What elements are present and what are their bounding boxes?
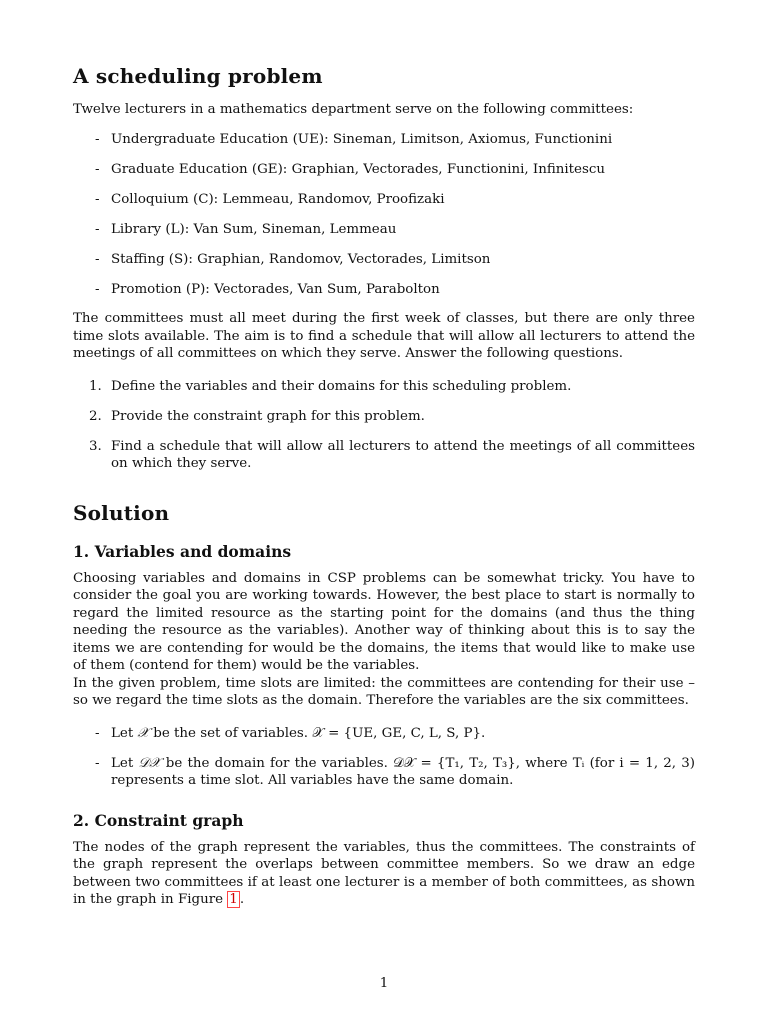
list-item: - Graduate Education (GE): Graphian, Vectorades, Functionini, Infinitescu xyxy=(95,161,605,177)
domain-symbol: 𝒟𝒳 xyxy=(138,755,161,771)
committee-ge: Graduate Education (GE): Graphian, Vectorades, Functionini, Infinitescu xyxy=(111,161,605,177)
section-heading-constraint-graph: 2. Constraint graph xyxy=(73,810,244,830)
domain-description: represents a time slot. All variables have the same domain. xyxy=(111,773,514,788)
question-1: Define the variables and their domains for this scheduling problem. xyxy=(111,378,572,394)
committee-list xyxy=(73,131,695,299)
committee-l: Library (L): Van Sum, Sineman, Lemmeau xyxy=(111,221,397,237)
page-number: 1 xyxy=(379,976,389,991)
variable-set-symbol: 𝒳 xyxy=(137,725,149,741)
variable-set: 𝒳 = {UE, GE, C, L, S, P}. xyxy=(312,725,486,741)
problem-intro: Twelve lecturers in a mathematics department serve on the following committees: xyxy=(73,102,634,117)
list-item: 1. Define the variables and their domains for this scheduling problem. xyxy=(89,378,572,394)
question-2: Provide the constraint graph for this problem. xyxy=(111,408,425,424)
solution-title: Solution xyxy=(73,500,170,525)
list-item: 2. Provide the constraint graph for this problem. xyxy=(89,408,425,424)
section1-paragraph-2: In the given problem, time slots are limited: the committees are contending for their use – so we regard the time slots as the domain. Therefore the variables are the six committees. xyxy=(73,675,695,708)
definition-list xyxy=(73,725,695,790)
list-item: - Colloquium (C): Lemmeau, Randomov, Proofizaki xyxy=(95,191,445,207)
list-item: - Let 𝒳 be the set of variables. 𝒳 = {UE, GE, C, L, S, P}. xyxy=(95,725,486,741)
domain-set: 𝒟𝒳 = {T₁, T₂, T₃}, where Tᵢ (for i = 1, 2, 3) xyxy=(393,755,695,771)
committee-s: Staffing (S): Graphian, Randomov, Vectorades, Limitson xyxy=(111,251,491,267)
page-body xyxy=(73,62,695,909)
question-3: Find a schedule that will allow all lecturers to attend the meetings of all committees on which they serve. xyxy=(111,438,695,471)
section2-paragraph: The nodes of the graph represent the variables, thus the committees. The constraints of the graph represent the overlaps between committee members. So we draw an edge between two committees if at least one lecturer is a member of both committees, as shown in the graph in Figure 1 . xyxy=(73,839,695,907)
list-item: - Staffing (S): Graphian, Randomov, Vectorades, Limitson xyxy=(95,251,491,267)
committee-c: Colloquium (C): Lemmeau, Randomov, Proofizaki xyxy=(111,191,445,207)
question-list xyxy=(73,378,695,473)
committee-p: Promotion (P): Vectorades, Van Sum, Parabolton xyxy=(111,281,440,297)
list-item: - Undergraduate Education (UE): Sineman, Limitson, Axiomus, Functionini xyxy=(95,131,613,147)
section1-paragraph-1: Choosing variables and domains in CSP problems can be somewhat tricky. You have to consider the goal you are working towards. However, the best place to start is normally to regard the limited resource as the starting point for the domains (and thus the thing needing the resource as the variables). Another way of thinking about this is to say the items we are contending for would be the domains, the items that would like to make use of them (contend for them) would be the variables. xyxy=(73,570,695,673)
problem-title: A scheduling problem xyxy=(73,64,323,88)
committee-ue: Undergraduate Education (UE): Sineman, Limitson, Axiomus, Functionini xyxy=(111,131,613,147)
list-item: 3. Find a schedule that will allow all lecturers to attend the meetings of all committees on which they serve. xyxy=(89,438,695,471)
list-item: - Promotion (P): Vectorades, Van Sum, Parabolton xyxy=(95,281,440,297)
problem-paragraph: The committees must all meet during the first week of classes, but there are only three time slots available. The aim is to find a schedule that will allow all lecturers to attend the meetings of all committees on which they serve. Answer the following questions. xyxy=(73,311,695,361)
list-item: - Let 𝒟𝒳 be the domain for the variables. 𝒟𝒳 = {T₁, T₂, T₃}, where Tᵢ (for i = 1, 2, 3) represents a time slot. All variables have the same domain. xyxy=(95,755,695,788)
section-heading-variables: 1. Variables and domains xyxy=(73,541,292,561)
list-item: - Library (L): Van Sum, Sineman, Lemmeau xyxy=(95,221,397,237)
figure-reference-link[interactable]: 1 xyxy=(229,892,238,907)
